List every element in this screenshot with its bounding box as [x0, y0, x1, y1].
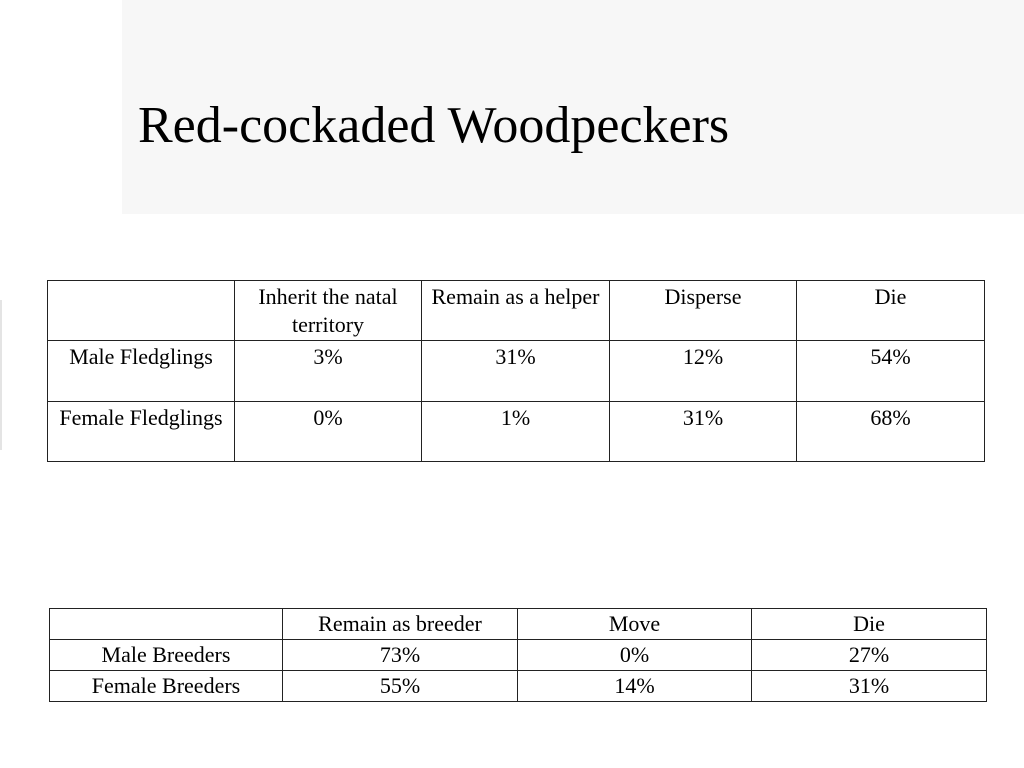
table-cell: 0%: [235, 401, 422, 461]
row-label: Male Breeders: [50, 640, 283, 671]
fledglings-table: [47, 280, 985, 462]
table-row: [50, 640, 987, 671]
breeders-table: [49, 608, 987, 702]
slide-title: Red-cockaded Woodpeckers: [138, 97, 730, 154]
row-label: Male Fledglings: [48, 341, 235, 401]
header-cell-disperse: Disperse: [610, 281, 797, 341]
header-cell-helper: Remain as a helper: [422, 281, 610, 341]
header-cell-move: Move: [518, 609, 752, 640]
table-cell: 68%: [797, 401, 985, 461]
table-cell: 31%: [422, 341, 610, 401]
table-cell: 12%: [610, 341, 797, 401]
table-row: [50, 671, 987, 702]
table-header-row: [48, 281, 985, 341]
header-cell-die: Die: [797, 281, 985, 341]
row-label: Female Fledglings: [48, 401, 235, 461]
table-header-row: [50, 609, 987, 640]
left-edge-mark: [0, 300, 2, 450]
table-cell: 31%: [752, 671, 987, 702]
table-cell: 55%: [283, 671, 518, 702]
table-cell: 73%: [283, 640, 518, 671]
table-cell: 54%: [797, 341, 985, 401]
table-cell: 0%: [518, 640, 752, 671]
header-cell-inherit: Inherit the natal territory: [235, 281, 422, 341]
table-cell: 3%: [235, 341, 422, 401]
header-cell-die: Die: [752, 609, 987, 640]
header-cell-empty: [50, 609, 283, 640]
row-label: Female Breeders: [50, 671, 283, 702]
table-cell: 1%: [422, 401, 610, 461]
table-cell: 27%: [752, 640, 987, 671]
header-cell-empty: [48, 281, 235, 341]
table-cell: 14%: [518, 671, 752, 702]
header-cell-remain-breeder: Remain as breeder: [283, 609, 518, 640]
table-row: [48, 401, 985, 461]
table-row: [48, 341, 985, 401]
table-cell: 31%: [610, 401, 797, 461]
